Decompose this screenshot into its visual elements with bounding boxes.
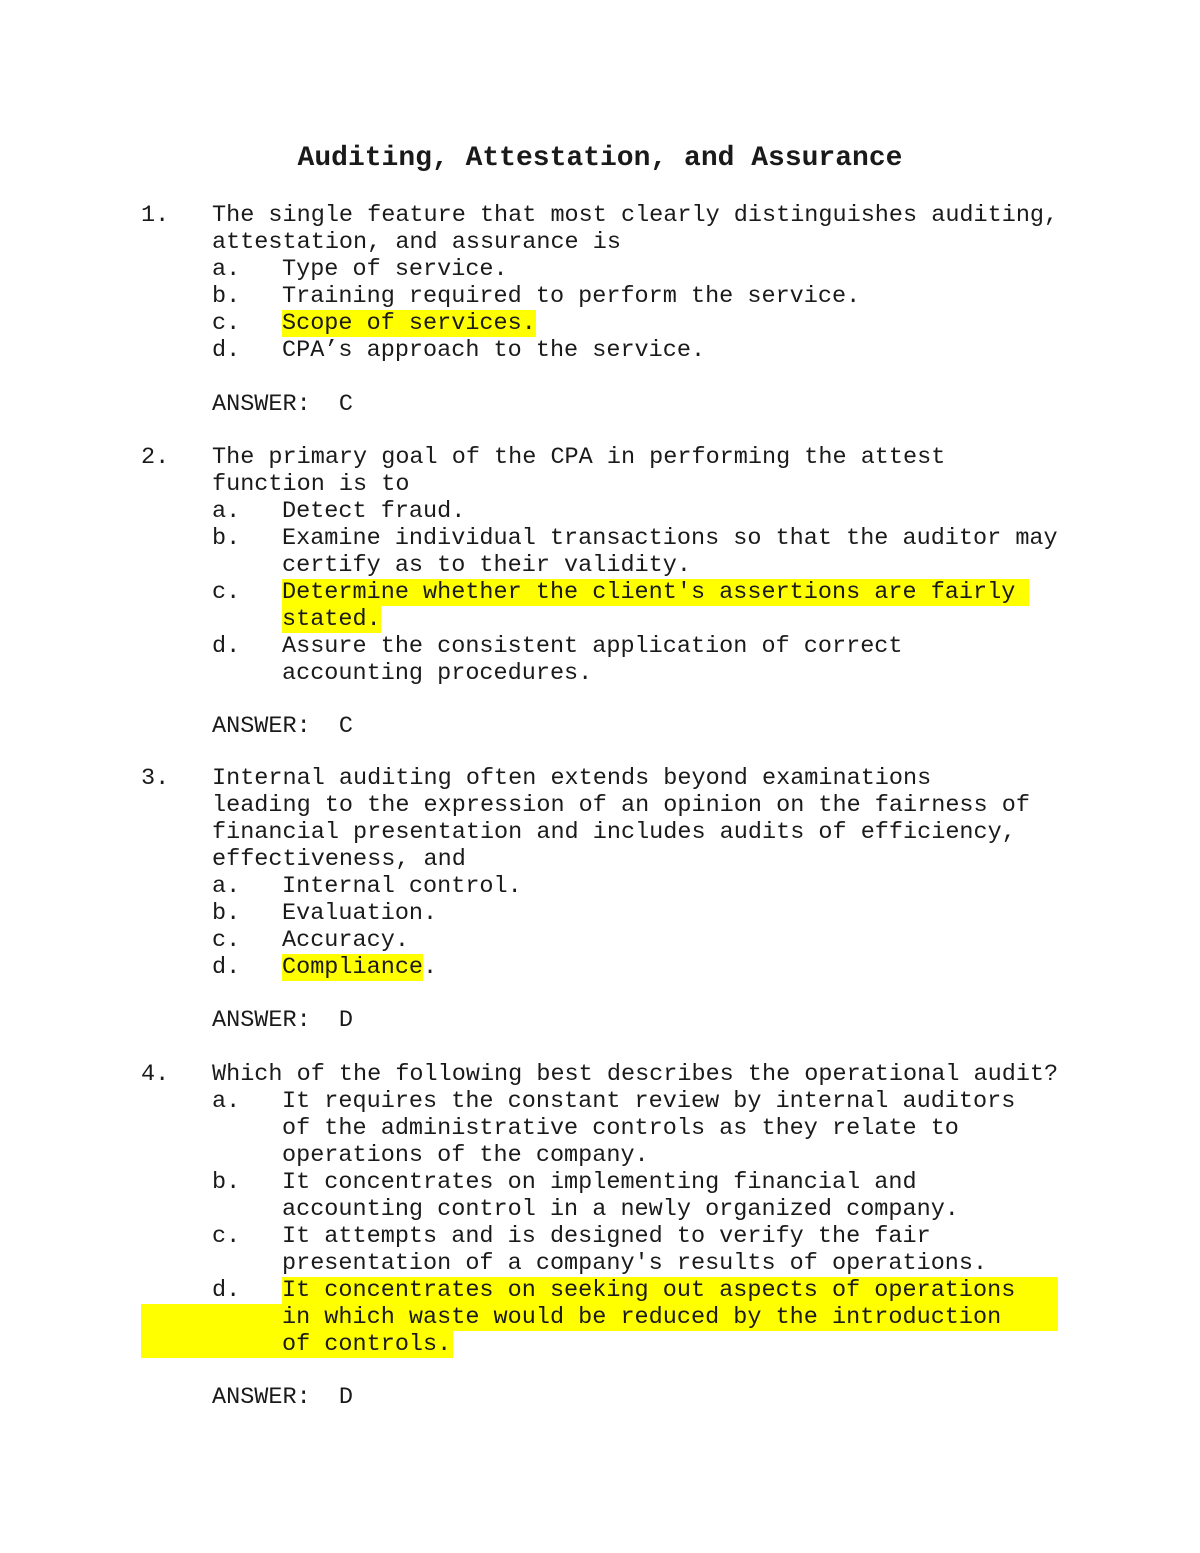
question-3-number: 3. — [141, 765, 170, 792]
question-2-option-c-wrap-2 — [282, 606, 381, 633]
question-2-stem-line-2: function is to — [212, 471, 410, 498]
question-3-option-d-period: . — [423, 954, 438, 981]
question-3-option-a-text: Internal control. — [282, 873, 522, 900]
question-4-option-d-highlighted-answer-line-1: It concentrates on seeking out aspects of operations — [282, 1277, 1016, 1304]
question-4-option-d-letter: d. — [212, 1277, 241, 1304]
question-1-option-b-letter: b. — [212, 283, 241, 310]
question-4-answer: ANSWER: D — [212, 1384, 354, 1411]
question-3-answer: ANSWER: D — [212, 1007, 354, 1034]
question-4-option-a-text-line-1: It requires the constant review by internal auditors — [282, 1088, 1016, 1115]
question-2-option-d-text-line-1: Assure the consistent application of correct — [282, 633, 903, 660]
question-2-option-c-highlighted-answer-line-1: Determine whether the client's assertions are fairly — [282, 579, 1030, 606]
question-4-option-c-letter: c. — [212, 1223, 241, 1250]
question-4-stem-line-1: Which of the following best describes the operational audit? — [212, 1061, 1059, 1088]
question-4-option-d-highlighted-answer-line-3: of controls. — [282, 1331, 452, 1358]
question-2-option-d-letter: d. — [212, 633, 241, 660]
question-2-answer: ANSWER: C — [212, 713, 354, 740]
question-2-option-c-wrap-1 — [282, 579, 1029, 606]
question-1-option-c-wrap — [282, 310, 536, 337]
question-1-option-d-letter: d. — [212, 337, 241, 364]
question-4-number: 4. — [141, 1061, 170, 1088]
question-4-option-b-text-line-2: accounting control in a newly organized company. — [282, 1196, 959, 1223]
question-3-option-d-highlighted-answer: Compliance — [282, 954, 424, 981]
question-2-option-b-text-line-1: Examine individual transactions so that the auditor may — [282, 525, 1058, 552]
question-2-option-b-letter: b. — [212, 525, 241, 552]
question-1-option-d-text: CPA’s approach to the service. — [282, 337, 706, 364]
question-1-stem-line-1: The single feature that most clearly distinguishes auditing, — [212, 202, 1059, 229]
question-1-option-c-highlighted-answer: Scope of services. — [282, 310, 536, 337]
question-1-option-b-text: Training required to perform the service. — [282, 283, 861, 310]
question-2-option-a-text: Detect fraud. — [282, 498, 466, 525]
question-4-option-a-text-line-3: operations of the company. — [282, 1142, 649, 1169]
question-1-option-a-text: Type of service. — [282, 256, 508, 283]
question-1-option-a-letter: a. — [212, 256, 241, 283]
question-4-option-a-text-line-2: of the administrative controls as they relate to — [282, 1115, 959, 1142]
question-2-option-b-text-line-2: certify as to their validity. — [282, 552, 691, 579]
question-4-option-c-text-line-2: presentation of a company's results of operations. — [282, 1250, 988, 1277]
question-2-option-a-letter: a. — [212, 498, 241, 525]
question-2-option-c-highlighted-answer-line-2: stated. — [282, 606, 381, 633]
question-4-option-b-text-line-1: It concentrates on implementing financial and — [282, 1169, 917, 1196]
question-2-number: 2. — [141, 444, 170, 471]
question-1-answer: ANSWER: C — [212, 391, 354, 418]
question-3-option-b-text: Evaluation. — [282, 900, 438, 927]
question-4-option-a-letter: a. — [212, 1088, 241, 1115]
question-3-option-d-wrap — [282, 954, 437, 981]
question-2-option-c-letter: c. — [212, 579, 241, 606]
question-4-option-c-text-line-1: It attempts and is designed to verify the fair — [282, 1223, 931, 1250]
question-3-stem-line-2: leading to the expression of an opinion on the fairness of — [212, 792, 1030, 819]
question-1-number: 1. — [141, 202, 170, 229]
question-3-stem-line-4: effectiveness, and — [212, 846, 466, 873]
question-2-option-d-text-line-2: accounting procedures. — [282, 660, 593, 687]
document-title: Auditing, Attestation, and Assurance — [297, 143, 903, 174]
question-4-option-d-highlighted-answer-line-2: in which waste would be reduced by the introduction — [282, 1304, 1002, 1331]
question-1-stem-line-2: attestation, and assurance is — [212, 229, 621, 256]
question-3-option-a-letter: a. — [212, 873, 241, 900]
question-4-option-b-letter: b. — [212, 1169, 241, 1196]
question-3-stem-line-3: financial presentation and includes audits of efficiency, — [212, 819, 1016, 846]
question-3-option-b-letter: b. — [212, 900, 241, 927]
question-3-stem-line-1: Internal auditing often extends beyond examinations — [212, 765, 932, 792]
question-3-option-c-letter: c. — [212, 927, 241, 954]
question-2-stem-line-1: The primary goal of the CPA in performing the attest — [212, 444, 946, 471]
question-3-option-d-letter: d. — [212, 954, 241, 981]
question-1-option-c-letter: c. — [212, 310, 241, 337]
question-3-option-c-text: Accuracy. — [282, 927, 409, 954]
